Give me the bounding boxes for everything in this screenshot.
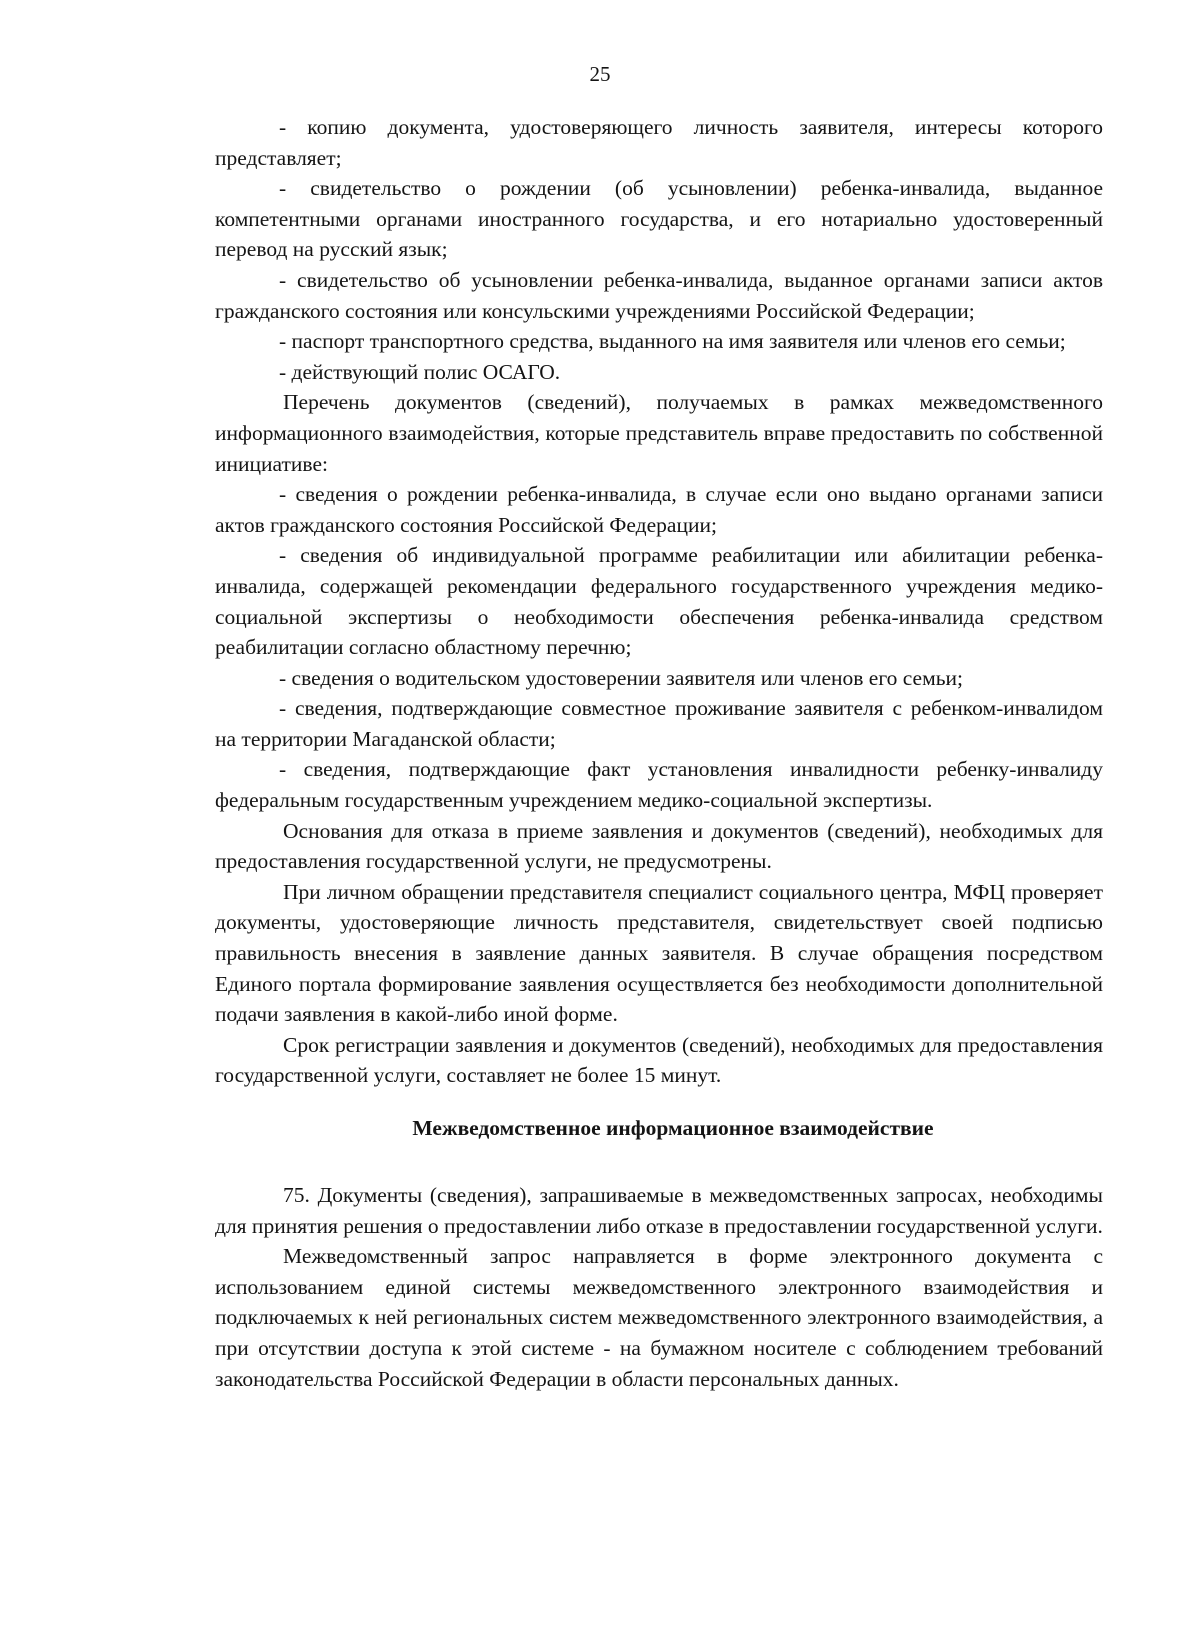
paragraph: - паспорт транспортного средства, выданного на имя заявителя или членов его семьи;	[279, 329, 1066, 354]
paragraph: - сведения, подтверждающие совместное проживание заявителя с ребенком-инвалидом на территории Магаданской области;	[215, 696, 1103, 751]
paragraph: - сведения об индивидуальной программе реабилитации или абилитации ребенка-инвалида, содержащей рекомендации федерального государственного учреждения медико-социальной экспертизы о необходимости обеспечения ребенка-инвалида средством реабилитации согласно областному перечню;	[215, 543, 1103, 660]
section-heading: Межведомственное информационное взаимодействие	[412, 1116, 934, 1140]
paragraph: Срок регистрации заявления и документов (сведений), необходимых для предоставления государственной услуги, составляет не более 15 минут.	[215, 1032, 1103, 1088]
paragraph: Межведомственный запрос направляется в форме электронного документа с использованием единой системы межведомственного электронного взаимодействия и подключаемых к ней региональных систем межведомственного электронного взаимодействия, а при отсутствии доступа к этой системе - на бумажном носителе с соблюдением требований законодательства Российской Федерации в области персональных данных.	[215, 1244, 1103, 1391]
paragraph: - свидетельство о рождении (об усыновлении) ребенка-инвалида, выданное компетентными органами иностранного государства, и его нотариально удостоверенный перевод на русский язык;	[215, 176, 1103, 262]
paragraph: - сведения о водительском удостоверении заявителя или членов его семьи;	[279, 665, 963, 690]
paragraph: 75. Документы (сведения), запрашиваемые в межведомственных запросах, необходимы для принятия решения о предоставлении либо отказе в предоставлении государственной услуги.	[215, 1183, 1103, 1238]
paragraph: - свидетельство об усыновлении ребенка-инвалида, выданное органами записи актов гражданского состояния или консульскими учреждениями Российской Федерации;	[215, 267, 1103, 323]
paragraph: - копию документа, удостоверяющего личность заявителя, интересы которого представляет;	[215, 115, 1103, 170]
paragraph: Основания для отказа в приеме заявления и документов (сведений), необходимых для предоставления государственной услуги, не предусмотрены.	[215, 818, 1103, 874]
paragraph: При личном обращении представителя специалист социального центра, МФЦ проверяет документы, удостоверяющие личность представителя, свидетельствует своей подписью правильность внесения в заявление данных заявителя. В случае обращения посредством Единого портала формирование заявления осуществляется без необходимости дополнительной подачи заявления в какой-либо иной форме.	[215, 879, 1103, 1027]
document-body	[215, 112, 1103, 1394]
paragraph: - сведения о рождении ребенка-инвалида, в случае если оно выдано органами записи актов гражданского состояния Российской Федерации;	[215, 482, 1103, 537]
paragraph: - действующий полис ОСАГО.	[279, 359, 561, 384]
page-number: 25	[589, 62, 611, 86]
paragraph: Перечень документов (сведений), получаемых в рамках межведомственного информационного взаимодействия, которые представитель вправе предоставить по собственной инициативе:	[215, 390, 1103, 476]
paragraph: - сведения, подтверждающие факт установления инвалидности ребенку-инвалиду федеральным государственным учреждением медико-социальной экспертизы.	[215, 757, 1103, 813]
